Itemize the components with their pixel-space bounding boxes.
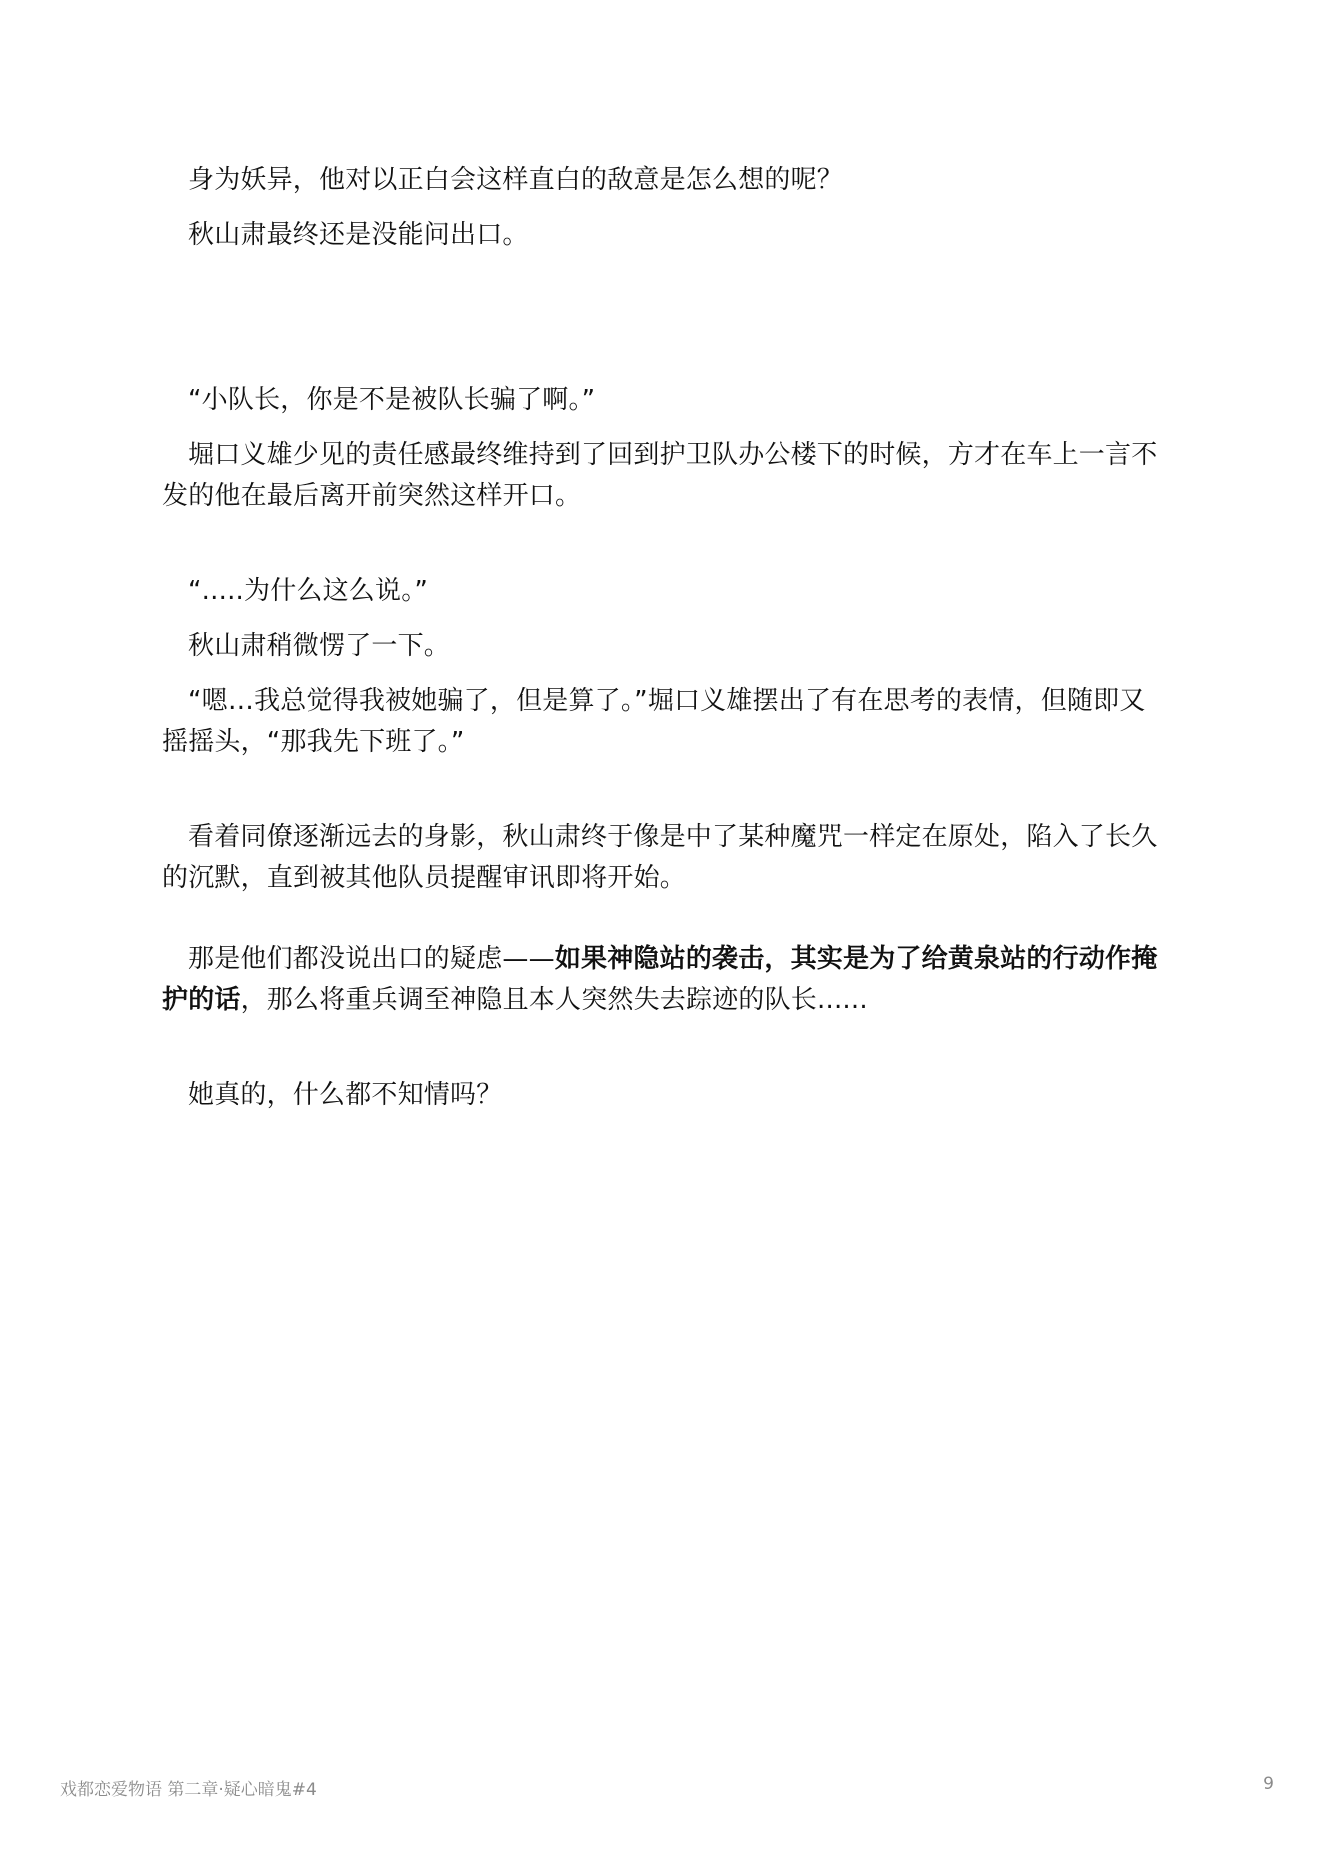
paragraph: 身为妖异，他对以正白会这样直白的敌意是怎么想的呢？: [188, 165, 844, 195]
paragraph-text: 那是他们都没说出口的疑虑——: [188, 944, 555, 974]
emphasized-text: 如果神隐站的袭击，其实是为了给黄泉站的行动作掩护的话: [162, 944, 1158, 1015]
spacer: [162, 777, 1162, 817]
paragraph: “嗯…我总觉得我被她骗了，但是算了。”堀口义雄摆出了有在思考的表情，但随即又摇摇头，“那我先下班了。”: [162, 686, 1146, 757]
paragraph: “.....为什么这么说。”: [188, 576, 429, 606]
page-number: 9: [1263, 1774, 1274, 1794]
spacer: [162, 270, 1162, 380]
footer-title: 戏都恋爱物语 第二章·疑心暗鬼#4: [60, 1780, 317, 1800]
spacer: [162, 1035, 1162, 1075]
spacer: [162, 913, 1162, 939]
paragraph: 堀口义雄少见的责任感最终维持到了回到护卫队办公楼下的时候，方才在车上一言不发的他在最后离开前突然这样开口。: [162, 440, 1158, 511]
paragraph: 秋山肃最终还是没能问出口。: [188, 220, 529, 250]
paragraph: 看着同僚逐渐远去的身影，秋山肃终于像是中了某种魔咒一样定在原处，陷入了长久的沉默，直到被其他队员提醒审讯即将开始。: [162, 822, 1158, 893]
paragraph-with-emphasis: [162, 939, 1162, 1021]
paragraph: “小队长，你是不是被队长骗了啊。”: [188, 385, 596, 415]
paragraph: 她真的，什么都不知情吗？: [188, 1080, 503, 1110]
paragraph: 秋山肃稍微愣了一下。: [188, 631, 451, 661]
document-body: [162, 160, 1162, 1130]
spacer: [162, 531, 1162, 571]
paragraph-text: ，那么将重兵调至神隐且本人突然失去踪迹的队长......: [240, 985, 868, 1015]
